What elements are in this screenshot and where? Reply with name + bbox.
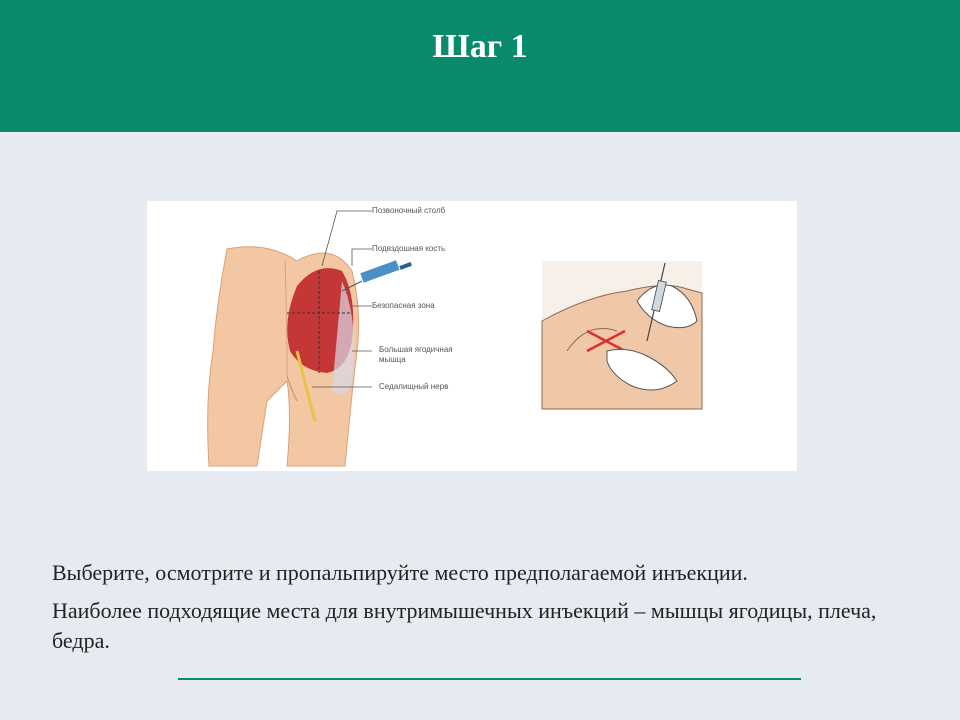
injection-illustration	[147, 201, 797, 471]
slide-title: Шаг 1	[432, 28, 528, 65]
label-sciatic: Седалищный нерв	[379, 382, 449, 391]
label-safe-zone: Безопасная зона	[372, 301, 435, 310]
anatomy-diagram	[147, 201, 797, 471]
divider-line	[178, 678, 801, 680]
paragraph-2: Наиболее подходящие места для внутримышечных инъекций – мышцы ягодицы, плеча, бедра.	[52, 598, 877, 653]
label-gluteus-2: мышца	[379, 355, 406, 364]
label-ilium: Подвздошная кость	[372, 244, 446, 253]
header-bar	[0, 0, 960, 132]
paragraph-1: Выберите, осмотрите и пропальпируйте место предполагаемой инъекции.	[52, 560, 748, 585]
label-spine: Позвоночный столб	[372, 206, 446, 215]
label-gluteus-1: Большая ягодичная	[379, 345, 453, 354]
